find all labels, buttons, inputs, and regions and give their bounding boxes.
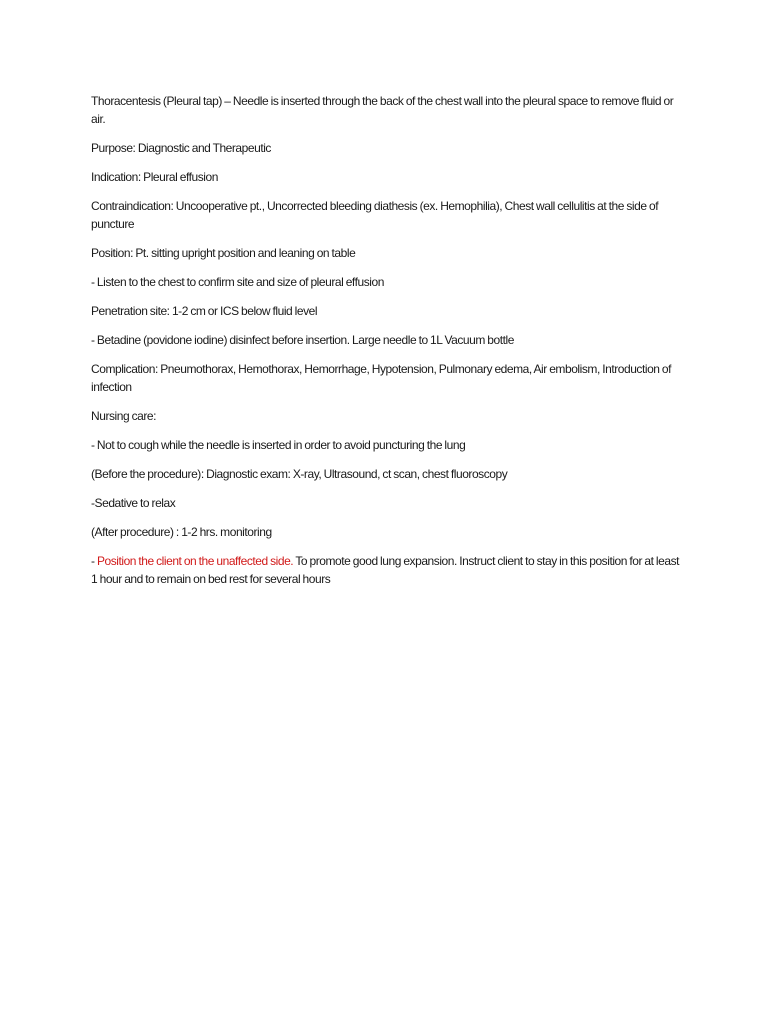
paragraph-purpose: Purpose: Diagnostic and Therapeutic xyxy=(91,141,271,155)
paragraph-nursing-care: Nursing care: xyxy=(91,409,157,423)
paragraph-not-to-cough: - Not to cough while the needle is inserted in order to avoid puncturing the lung xyxy=(91,438,466,452)
paragraph-sedative: -Sedative to relax xyxy=(91,496,176,510)
paragraph-positioning xyxy=(91,552,681,588)
paragraph-after-procedure: (After procedure) : 1-2 hrs. monitoring xyxy=(91,525,272,539)
paragraph-listen: - Listen to the chest to confirm site and size of pleural effusion xyxy=(91,275,384,289)
paragraph-complication: Complication: Pneumothorax, Hemothorax, Hemorrhage, Hypotension, Pulmonary edema, Air embolism, Introduction of infection xyxy=(91,362,672,394)
paragraph-contraindication: Contraindication: Uncooperative pt., Uncorrected bleeding diathesis (ex. Hemophilia), Chest wall cellulitis at the side of puncture xyxy=(91,199,659,231)
paragraph-before-procedure: (Before the procedure): Diagnostic exam: X-ray, Ultrasound, ct scan, chest fluoroscopy xyxy=(91,467,508,481)
positioning-prefix: - xyxy=(91,554,97,568)
positioning-rest: To promote good lung expansion. Instruct client to stay in this position for at least 1 hour and to remain on bed rest for several hours xyxy=(91,554,680,586)
document-body xyxy=(91,92,681,599)
paragraph-indication: Indication: Pleural effusion xyxy=(91,170,218,184)
paragraph-title: Thoracentesis (Pleural tap) – Needle is inserted through the back of the chest wall into the pleural space to remove fluid or air. xyxy=(91,94,674,126)
positioning-highlight: Position the client on the unaffected side. xyxy=(96,554,294,568)
paragraph-position: Position: Pt. sitting upright position and leaning on table xyxy=(91,246,356,260)
paragraph-betadine: - Betadine (povidone iodine) disinfect before insertion. Large needle to 1L Vacuum bottle xyxy=(91,333,514,347)
paragraph-penetration-site: Penetration site: 1-2 cm or ICS below fluid level xyxy=(91,304,318,318)
